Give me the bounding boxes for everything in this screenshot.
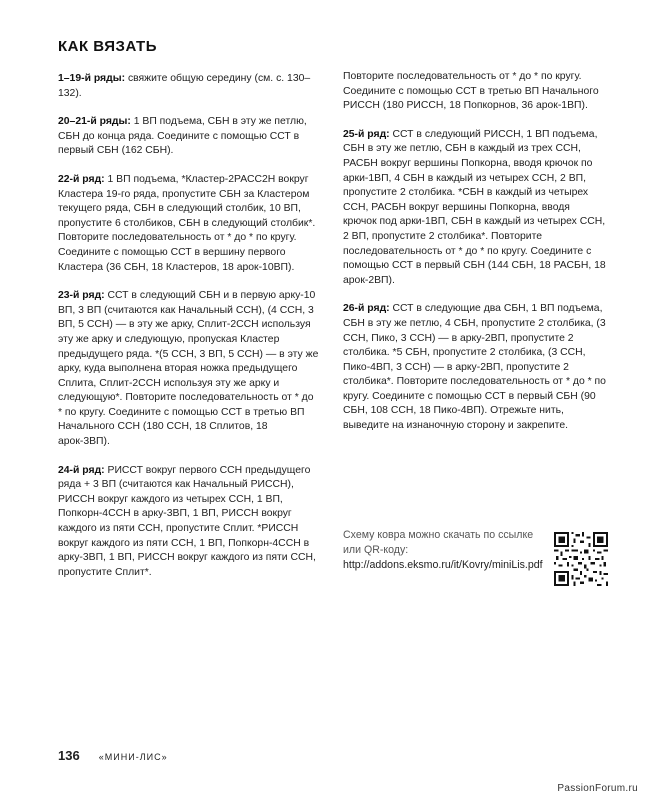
watermark: PassionForum.ru (557, 783, 638, 794)
row-label: 25-й ряд: (343, 128, 390, 140)
row-label: 1–19-й ряды: (58, 73, 126, 84)
row-text: Повторите последовательность от * до * по кругу. Соедините с помощью ССТ в третью ВП Начального РИССН (180 РИССН, 18 Попкорнов, 36 арок-1ВП). (343, 71, 599, 112)
page-footer (58, 748, 168, 763)
instruction-row-26 (343, 302, 606, 433)
row-label: 20–21-й ряды: (58, 116, 131, 128)
right-column (343, 70, 606, 448)
page-number: 136 (58, 748, 80, 763)
row-text: ССТ в следующий РИССН, 1 ВП подъема, СБН в эту же петлю, СБН в каждый из трех ССН, РАСБН вокруг вершины Попкорна, вводя крючок по арки-1ВП, 4 СБН в каждый из четырех ССН, 2 ВП, пропустите 2 столбика. *СБН в каждый из четырех ССН, РАСБН вокруг вершины Попкорна, вводя крючок под арки-1ВП, СБН в каждый из четырех ССН, 2 ВП, пропустите 2 столбика*. Повторите последовательность от * до * по кругу. Соедините с помощью ССТ в первый СБН (144 СБН, 18 РАСБН, 18 арок-2ВП). (343, 128, 606, 286)
row-label: 23-й ряд: (58, 290, 105, 302)
instruction-rows-1-19 (58, 72, 320, 101)
book-title: «МИНИ-ЛИС» (98, 752, 168, 762)
row-label: 24-й ряд: (58, 464, 105, 476)
instruction-row-25 (343, 128, 606, 289)
download-note (343, 528, 548, 573)
download-link[interactable]: http://addons.eksmo.ru/it/Kovry/miniLis.pdf (343, 559, 543, 571)
instruction-row-22 (58, 173, 320, 275)
row-text: свяжите общую середину (см. с. 130–132). (58, 73, 311, 99)
row-text: 1 ВП подъема, *Кластер-2РАСС2Н вокруг Кластера 19-го ряда, пропустите СБН за Кластером текущего ряда, СБН в следующий столбик, 10 ВП, пропустите 6 столбиков, СБН в следующий столбик*. Повторите последовательность от * до * по кругу. Соедините с помощью ССТ в вершину первого Кластера (36 СБН, 18 Кластеров, 18 арок-10ВП). (58, 173, 316, 273)
row-label: 26-й ряд: (343, 303, 390, 315)
page-title: КАК ВЯЗАТЬ (58, 38, 157, 55)
download-note-text: Схему ковра можно скачать по ссылке или QR-коду: (343, 529, 534, 556)
instruction-row-24-continued (343, 70, 606, 114)
row-text: ССТ в следующий СБН и в первую арку-10 ВП, 3 ВП (считаются как Начальный ССН), (4 ССН, 3 ВП, 5 ССН) — в эту же арку, Сплит-2ССН используя эту же арку и следующую, пропуская Кластер предыдущего ряда. *(5 ССН, 3 ВП, 5 ССН) — в эту же арку, куда выполнена вторая ножка предыдущего Сплита, Сплит-2ССН используя эту же арку и следующую*. Повторите последовательность от * до * по кругу. Соедините с помощью ССТ в третью ВП Начального ССН (180 ССН, 18 Сплитов, 18 арок-3ВП). (58, 290, 319, 448)
instruction-row-24 (58, 464, 320, 581)
instruction-row-23 (58, 289, 320, 450)
row-text: РИССТ вокруг первого ССН предыдущего ряда + 3 ВП (считаются как Начальный РИССН), РИССН вокруг каждого из четырех ССН, 1 ВП, Попкорн-4ССН в арку-3ВП, 1 ВП, РИССН вокруг каждого из пяти ССН, пропустите Сплит. *РИССН вокруг каждого из пяти ССН, 1 ВП, Попкорн-4ССН в арку-3ВП, 1 ВП, РИССН вокруг каждого из пяти ССН, пропустите Сплит*. (58, 464, 316, 578)
left-column (58, 72, 320, 594)
row-label: 22-й ряд: (58, 173, 105, 185)
row-text: 1 ВП подъема, СБН в эту же петлю, СБН до конца ряда. Соедините с помощью ССТ в первый СБН (162 СБН). (58, 116, 307, 157)
row-text: ССТ в следующие два СБН, 1 ВП подъема, СБН в эту же петлю, 4 СБН, пропустите 2 столбика, (3 ССН, Пико, 3 ССН) — в арку-2ВП, пропустите 2 столбика. *5 СБН, пропустите 2 столбика, (3 ССН, Пико-4ВП, 3 ССН) — в арку-2ВП, пропустите 2 столбика*. Повторите последовательность от * до * по кругу. Соедините с помощью ССТ в первый СБН (90 СБН, 108 ССН, 18 Пико-4ВП). Отрежьте нить, выведите на изнаночную сторону и закрепите. (343, 303, 606, 432)
qr-code-icon[interactable] (554, 532, 608, 586)
instruction-rows-20-21 (58, 115, 320, 159)
